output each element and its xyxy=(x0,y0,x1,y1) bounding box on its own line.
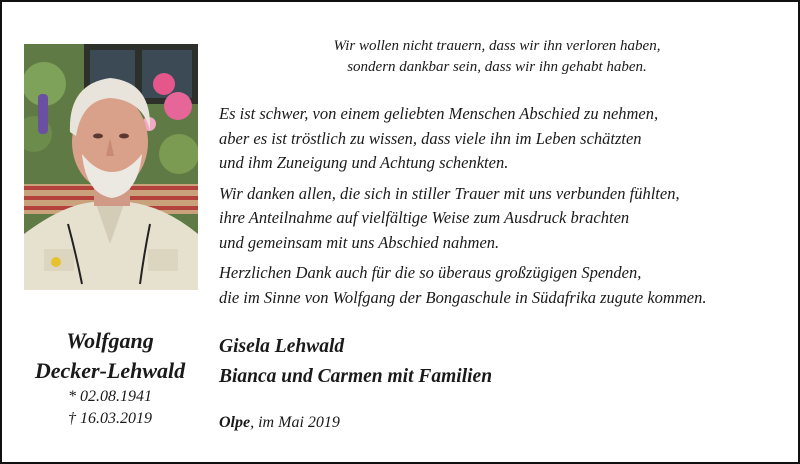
signers xyxy=(219,332,492,392)
motto-line: Wir wollen nicht trauern, dass wir ihn verloren haben, xyxy=(333,38,661,54)
death-date: † 16.03.2019 xyxy=(68,410,152,427)
birth-date: * 02.08.1941 xyxy=(68,388,152,405)
text-line: Wir danken allen, die sich in stiller Trauer mit uns verbunden fühlten, xyxy=(219,183,680,203)
place-date xyxy=(219,414,340,432)
text-line: Es ist schwer, von einem geliebten Menschen Abschied zu nehmen, xyxy=(219,104,659,123)
motto-line: sondern dankbar sein, dass wir ihn gehabt haben. xyxy=(347,59,647,75)
motto xyxy=(252,36,742,78)
text-line: und gemeinsam mit uns Abschied nahmen. xyxy=(219,232,500,252)
deceased-first-name: Wolfgang xyxy=(66,328,154,353)
paragraph xyxy=(219,102,789,176)
paragraph xyxy=(219,182,789,256)
text-line: und ihm Zuneigung und Achtung schenkten. xyxy=(219,153,509,172)
text-line: ihre Anteilnahme auf vielfältige Weise zum Ausdruck brachten xyxy=(219,208,630,227)
text-line: Herzlichen Dank auch für die so überaus großzügigen Spenden, xyxy=(219,263,642,282)
text-line: die im Sinne von Wolfgang der Bongaschule in Südafrika zugute kommen. xyxy=(219,287,707,307)
deceased-last-name: Decker-Lehwald xyxy=(34,358,186,383)
signer: Bianca und Carmen mit Familien xyxy=(219,366,493,387)
thank-you-text xyxy=(219,102,789,316)
deceased-info xyxy=(12,326,208,430)
place-date-text: , im Mai 2019 xyxy=(250,414,340,431)
text-line: aber es ist tröstlich zu wissen, dass viele ihn im Leben schätzten xyxy=(219,128,642,148)
portrait-photo xyxy=(24,44,198,290)
place-city: Olpe xyxy=(219,414,251,431)
signer: Gisela Lehwald xyxy=(219,336,345,357)
paragraph xyxy=(219,261,789,310)
